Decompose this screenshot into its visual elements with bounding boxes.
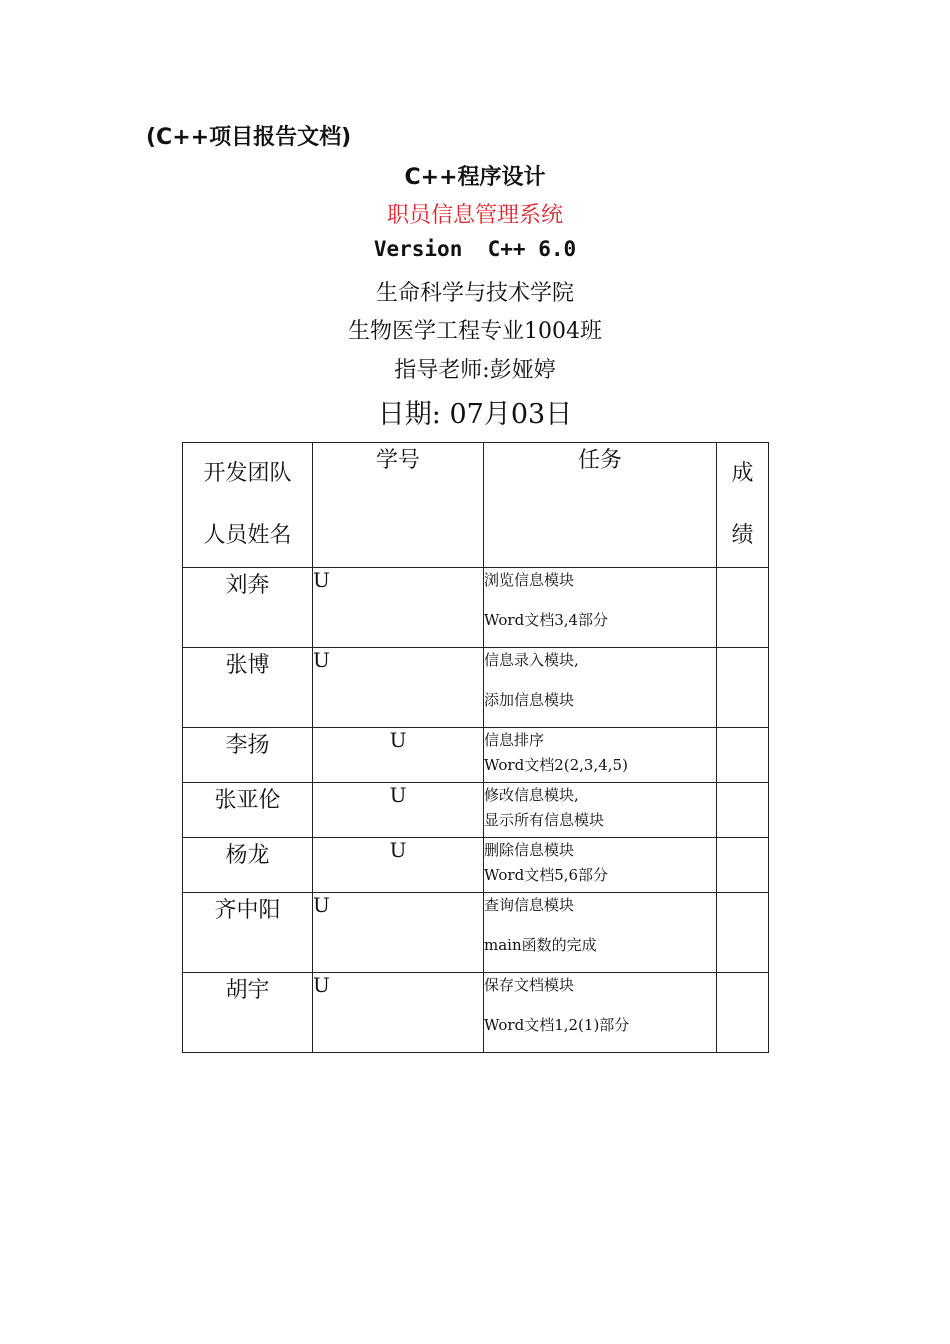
score-cell (717, 783, 769, 838)
student-id: U (313, 568, 484, 648)
task-line-1: 查询信息模块 (484, 896, 575, 914)
task-cell (484, 728, 717, 783)
task-cell (484, 648, 717, 728)
major-class-line: 生物医学工程专业1004班 (348, 319, 602, 344)
task-line-1: 信息排序 (484, 731, 545, 749)
table-row (183, 893, 769, 973)
header-team-line1: 开发团队 (203, 461, 292, 486)
header-score-line1: 成 (731, 461, 754, 486)
task-line-1: 删除信息模块 (484, 841, 575, 859)
header-score (717, 443, 769, 568)
score-cell (717, 838, 769, 893)
score-cell (717, 973, 769, 1053)
table-row (183, 783, 769, 838)
member-name: 胡宇 (183, 973, 313, 1053)
college-line: 生命科学与技术学院 (375, 281, 574, 306)
header-team-members (183, 443, 313, 568)
score-cell (717, 648, 769, 728)
task-cell (484, 973, 717, 1053)
task-line-1: 浏览信息模块 (484, 571, 575, 589)
task-line-2: Word文档2(2,3,4,5) (484, 756, 628, 774)
member-name: 张博 (183, 648, 313, 728)
header-student-id: 学号 (313, 443, 484, 568)
member-name: 杨龙 (183, 838, 313, 893)
task-line-2: Word文档5,6部分 (484, 866, 609, 884)
student-id: U (313, 648, 484, 728)
student-id: U (313, 728, 484, 783)
task-cell (484, 893, 717, 973)
member-name: 李扬 (183, 728, 313, 783)
table-row (183, 973, 769, 1053)
member-name: 张亚伦 (183, 783, 313, 838)
member-name: 齐中阳 (183, 893, 313, 973)
task-line-2: Word文档1,2(1)部分 (484, 1016, 630, 1034)
student-id: U (313, 893, 484, 973)
student-id: U (313, 838, 484, 893)
task-line-2: 显示所有信息模块 (484, 811, 605, 829)
table-row (183, 728, 769, 783)
score-cell (717, 728, 769, 783)
table-row (183, 648, 769, 728)
course-title: C++程序设计 (404, 165, 546, 190)
teacher-line: 指导老师:彭娅婷 (394, 358, 556, 383)
header-task: 任务 (484, 443, 717, 568)
task-cell (484, 783, 717, 838)
version-line: Version C++ 6.0 (373, 237, 577, 261)
student-id: U (313, 973, 484, 1053)
student-id: U (313, 783, 484, 838)
project-title: 职员信息管理系统 (386, 203, 563, 228)
task-line-1: 信息录入模块, (484, 651, 579, 669)
task-line-1: 保存文档模块 (484, 976, 575, 994)
task-line-1: 修改信息模块, (484, 786, 579, 804)
task-cell (484, 568, 717, 648)
document-label: (C++项目报告文档) (146, 125, 352, 150)
member-name: 刘奔 (183, 568, 313, 648)
header-team-line2: 人员姓名 (203, 523, 292, 548)
task-line-2: main函数的完成 (484, 936, 597, 954)
task-line-2: Word文档3,4部分 (484, 611, 609, 629)
table-header-row (183, 443, 769, 568)
header-score-line2: 绩 (731, 523, 754, 548)
date-line: 日期: 07月03日 (377, 399, 573, 430)
table-row (183, 568, 769, 648)
team-table (182, 442, 769, 1053)
score-cell (717, 893, 769, 973)
score-cell (717, 568, 769, 648)
task-line-2: 添加信息模块 (484, 691, 575, 709)
